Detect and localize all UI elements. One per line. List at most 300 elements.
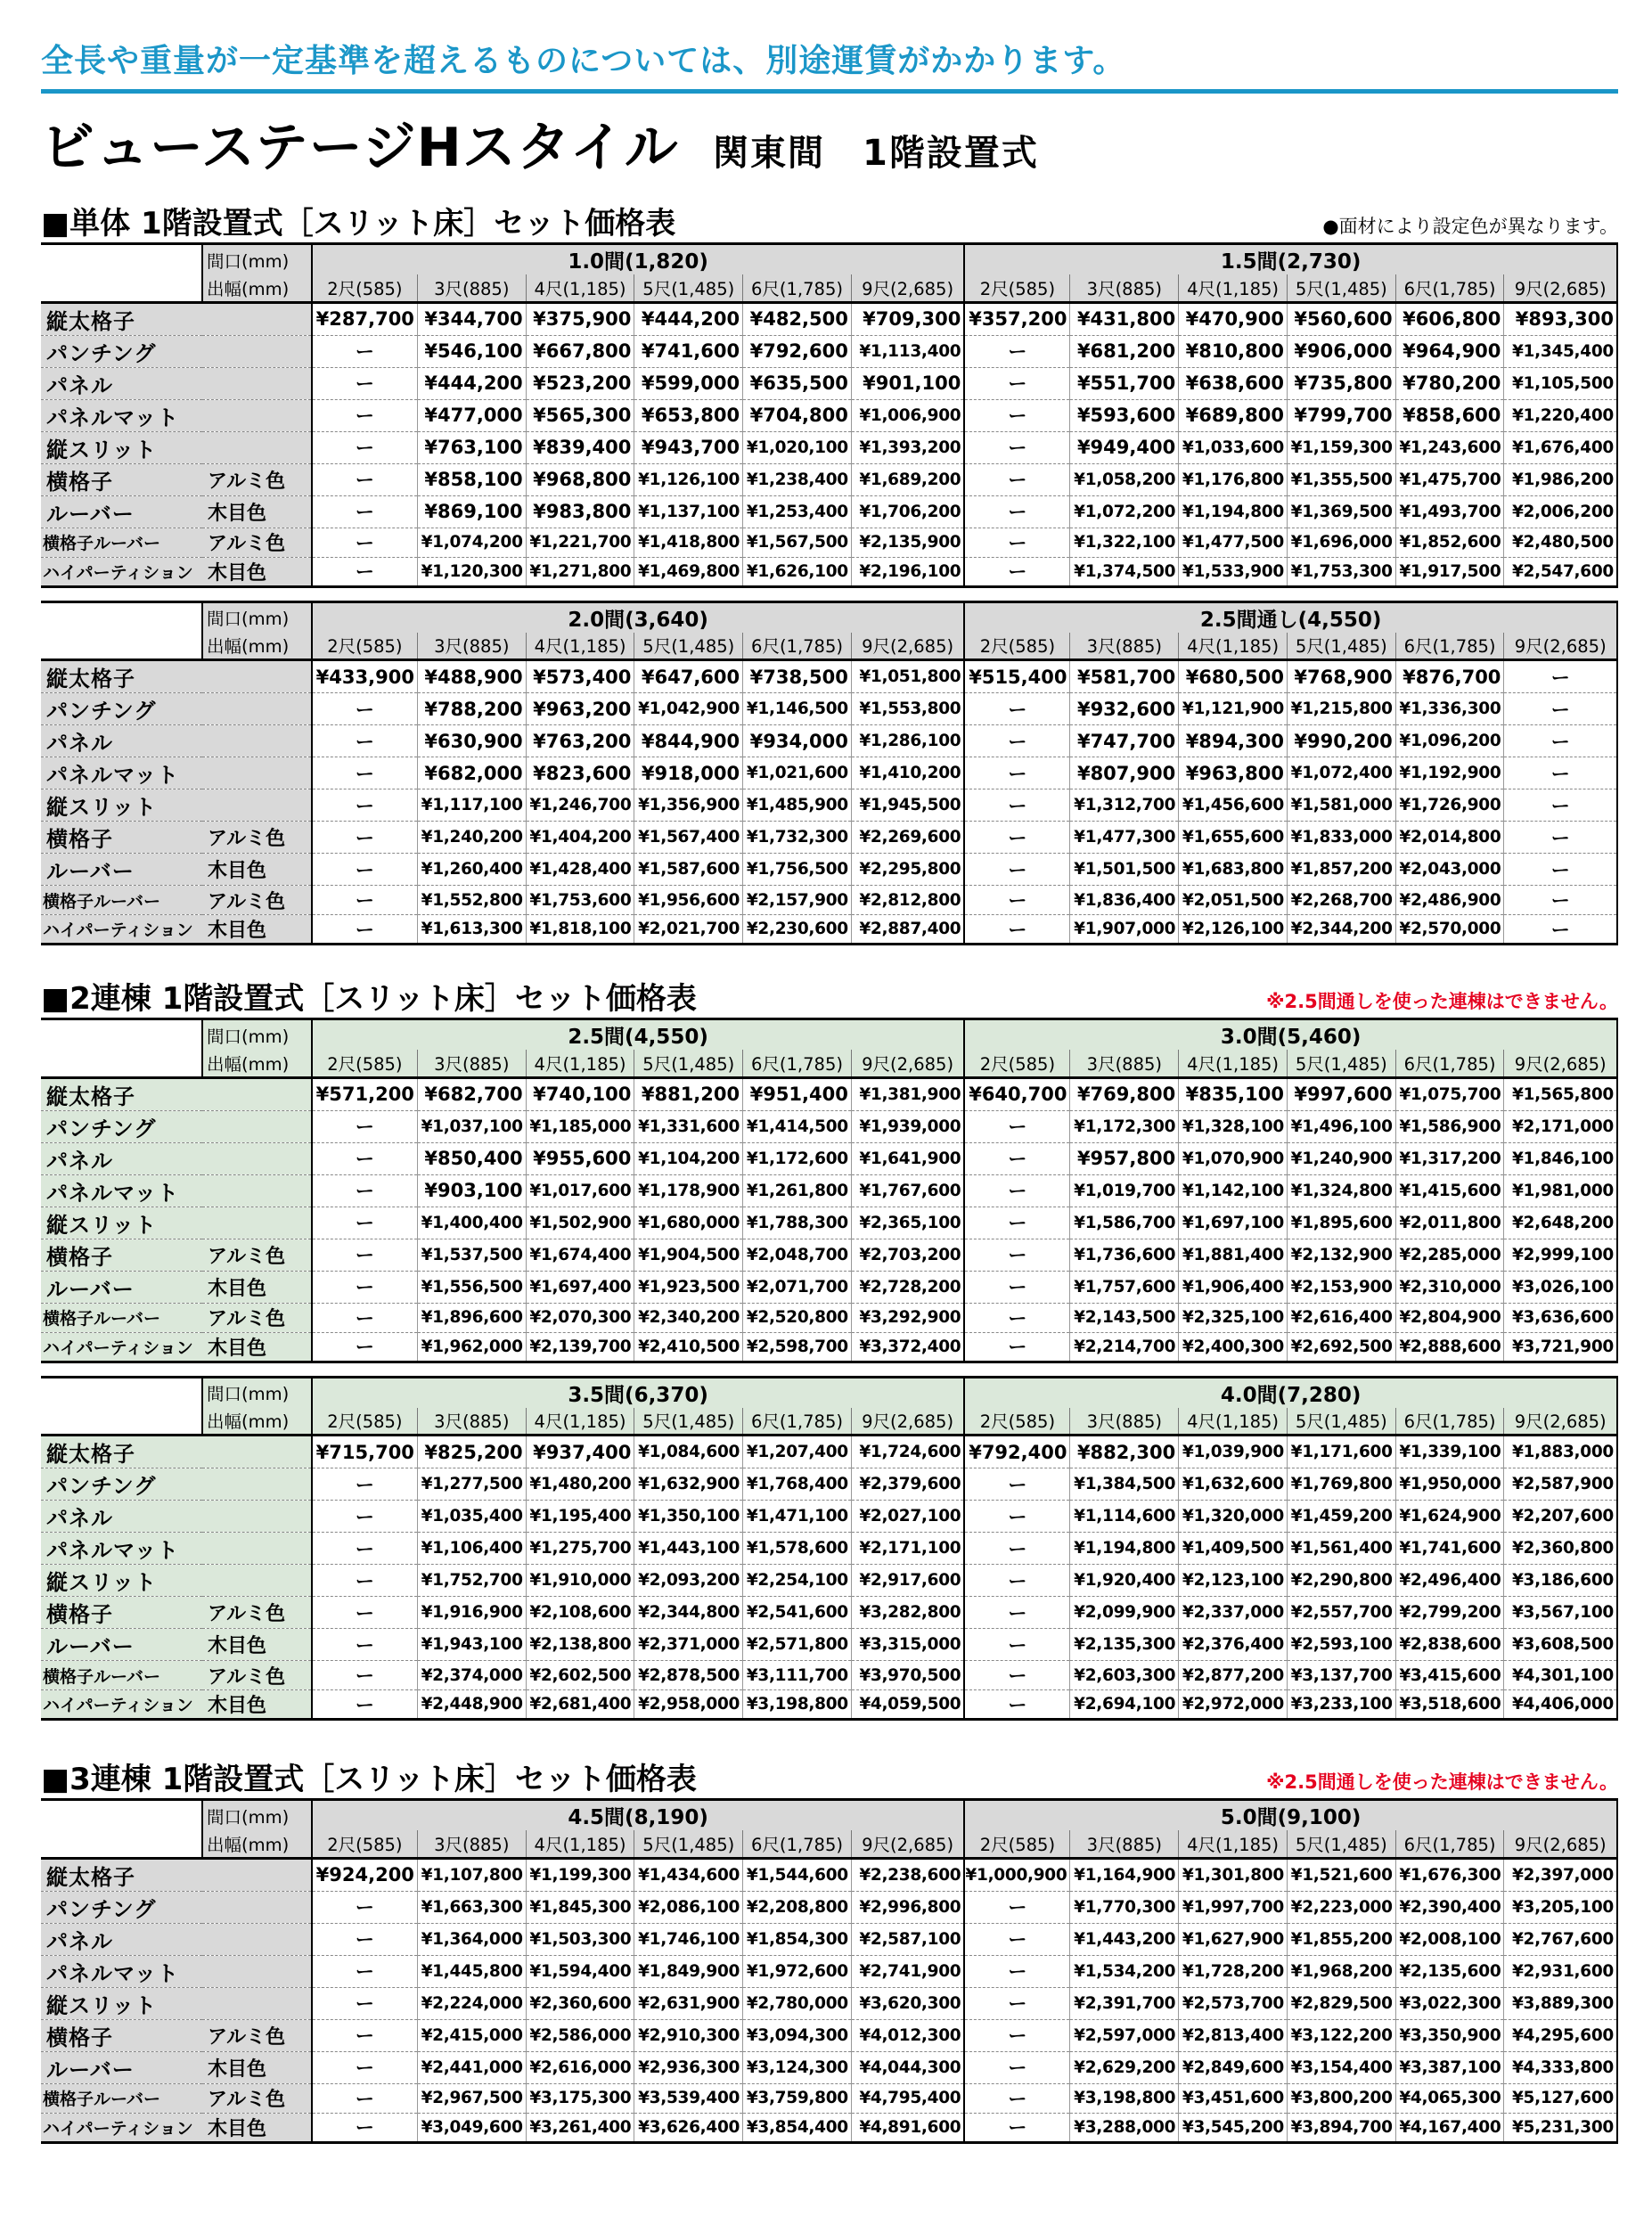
table-row (41, 1987, 1617, 2019)
price-cell: ¥2,597,000 (1070, 2019, 1179, 2051)
price-cell: ー (964, 789, 1070, 822)
depth-size-header: 9尺(2,685) (1504, 1050, 1617, 1077)
price-cell: ー (964, 1142, 1070, 1174)
price-cell: ¥606,800 (1395, 302, 1504, 335)
price-cell: ¥1,632,600 (1179, 1468, 1288, 1501)
header-row-width (41, 244, 1617, 275)
depth-size-header: 9尺(2,685) (851, 274, 964, 302)
price-cell: ー (312, 557, 418, 586)
table-row (41, 367, 1617, 399)
price-cell: ¥344,700 (417, 302, 526, 335)
price-cell: ¥2,171,100 (851, 1533, 964, 1565)
header-corner (41, 1830, 202, 1858)
price-cell: ¥1,767,600 (851, 1174, 964, 1207)
price-cell: ¥581,700 (1070, 660, 1179, 693)
header-row-depth (41, 274, 1617, 302)
price-cell: ¥1,459,200 (1287, 1501, 1395, 1533)
product-name: パネル (41, 725, 312, 757)
price-cell: ¥1,070,900 (1179, 1142, 1288, 1174)
price-cell: ¥4,301,100 (1504, 1661, 1617, 1690)
dehaba-label: 出幅(mm) (202, 1830, 312, 1858)
product-name: 縦スリット (41, 1207, 312, 1239)
price-cell: ¥1,356,900 (634, 789, 743, 822)
price-cell: ー (312, 693, 418, 725)
price-cell: ¥964,900 (1395, 335, 1504, 367)
price-cell: ¥1,594,400 (526, 1955, 634, 1987)
depth-size-header: 6尺(1,785) (743, 1408, 852, 1436)
price-cell: ¥1,756,500 (743, 854, 852, 886)
price-cell: ー (312, 2083, 418, 2113)
depth-size-header: 2尺(585) (964, 1050, 1070, 1077)
price-cell: ¥1,146,500 (743, 693, 852, 725)
depth-size-header: 3尺(885) (417, 1050, 526, 1077)
table-row (41, 822, 1617, 854)
price-cell: ¥858,100 (417, 463, 526, 495)
price-cell: ー (312, 1332, 418, 1362)
depth-size-header: 4尺(1,185) (526, 1050, 634, 1077)
price-cell: ¥850,400 (417, 1142, 526, 1174)
price-cell: ー (312, 1142, 418, 1174)
price-cell: ¥740,100 (526, 1077, 634, 1110)
price-cell: ¥1,939,000 (851, 1110, 964, 1142)
price-cell: ¥3,415,600 (1395, 1661, 1504, 1690)
price-cell: ¥1,105,500 (1504, 367, 1617, 399)
price-cell: ¥2,139,700 (526, 1332, 634, 1362)
price-table (41, 242, 1618, 588)
price-cell: ¥647,600 (634, 660, 743, 693)
price-cell: ¥2,967,500 (417, 2083, 526, 2113)
price-cell: ¥893,300 (1504, 302, 1617, 335)
finish-color: 木目色 (202, 495, 312, 528)
price-cell: ¥523,200 (526, 367, 634, 399)
price-cell: ¥1,445,800 (417, 1955, 526, 1987)
price-cell: ¥2,268,700 (1287, 886, 1395, 915)
price-cell: ¥1,534,200 (1070, 1955, 1179, 1987)
price-cell: ー (964, 528, 1070, 557)
price-cell: ¥2,547,600 (1504, 557, 1617, 586)
header-row-width (41, 1019, 1617, 1051)
price-cell: ¥1,039,900 (1179, 1436, 1288, 1468)
price-cell: ¥2,070,300 (526, 1303, 634, 1332)
price-cell: ¥1,240,200 (417, 822, 526, 854)
depth-size-header: 9尺(2,685) (851, 633, 964, 660)
table-row (41, 302, 1617, 335)
width-group-header: 5.0間(9,100) (964, 1800, 1617, 1831)
price-cell: ¥680,500 (1179, 660, 1288, 693)
price-cell: ¥4,295,600 (1504, 2019, 1617, 2051)
price-cell: ¥1,962,000 (417, 1332, 526, 1362)
price-cell: ¥943,700 (634, 431, 743, 463)
header-corner (41, 1050, 202, 1077)
price-cell: ¥1,215,800 (1287, 693, 1395, 725)
product-name: パネルマット (41, 757, 312, 789)
shipping-notice: 全長や重量が一定基準を超えるものについては、別途運賃がかかります。 (41, 43, 1126, 79)
price-cell: ¥2,171,000 (1504, 1110, 1617, 1142)
price-cell: ー (964, 915, 1070, 945)
depth-size-header: 3尺(885) (1070, 1050, 1179, 1077)
price-cell: ¥515,400 (964, 660, 1070, 693)
depth-size-header: 4尺(1,185) (526, 633, 634, 660)
price-cell: ー (312, 1565, 418, 1597)
price-cell: ¥1,142,100 (1179, 1174, 1288, 1207)
price-cell: ¥3,292,900 (851, 1303, 964, 1332)
price-cell: ¥2,153,900 (1287, 1271, 1395, 1303)
price-cell: ¥2,593,100 (1287, 1629, 1395, 1661)
price-cell: ¥3,759,800 (743, 2083, 852, 2113)
table-row (41, 757, 1617, 789)
table-row (41, 1955, 1617, 1987)
price-cell: ¥1,917,500 (1395, 557, 1504, 586)
price-cell: ー (312, 1987, 418, 2019)
price-cell: ¥1,404,200 (526, 822, 634, 854)
price-cell: ¥918,000 (634, 757, 743, 789)
product-name: パンチング (41, 1110, 312, 1142)
price-cell: ー (964, 1110, 1070, 1142)
price-cell: ー (964, 431, 1070, 463)
price-cell: ¥4,333,800 (1504, 2051, 1617, 2083)
product-name: 縦太格子 (41, 1436, 312, 1468)
finish-color: アルミ色 (202, 822, 312, 854)
header-row-width (41, 1800, 1617, 1831)
price-cell: ¥839,400 (526, 431, 634, 463)
maguchi-label: 間口(mm) (202, 1800, 312, 1831)
price-cell: ¥3,636,600 (1504, 1303, 1617, 1332)
depth-size-header: 5尺(1,485) (634, 1830, 743, 1858)
price-cell: ¥1,724,600 (851, 1436, 964, 1468)
price-cell: ¥3,175,300 (526, 2083, 634, 2113)
product-name: 縦太格子 (41, 1858, 312, 1891)
depth-size-header: 9尺(2,685) (851, 1050, 964, 1077)
price-cell: ¥1,072,400 (1287, 757, 1395, 789)
price-cell: ¥2,694,100 (1070, 1690, 1179, 1720)
price-cell: ¥3,137,700 (1287, 1661, 1395, 1690)
product-name: ハイパーティション (41, 915, 202, 945)
depth-size-header: 3尺(885) (417, 1408, 526, 1436)
price-cell: ¥983,800 (526, 495, 634, 528)
price-cell: ¥682,700 (417, 1077, 526, 1110)
price-cell: ¥1,753,600 (526, 886, 634, 915)
price-cell: ¥3,111,700 (743, 1661, 852, 1690)
header-row-depth (41, 633, 1617, 660)
price-cell: ¥2,878,500 (634, 1661, 743, 1690)
finish-color: 木目色 (202, 854, 312, 886)
finish-color: アルミ色 (202, 1597, 312, 1629)
price-cell: ¥1,981,000 (1504, 1174, 1617, 1207)
depth-size-header: 3尺(885) (1070, 274, 1179, 302)
price-cell: ¥763,100 (417, 431, 526, 463)
table-row (41, 1142, 1617, 1174)
width-group-header: 1.0間(1,820) (312, 244, 965, 275)
price-cell: ¥1,855,200 (1287, 1923, 1395, 1955)
price-cell: ー (964, 1468, 1070, 1501)
price-cell: ¥2,587,100 (851, 1923, 964, 1955)
depth-size-header: 5尺(1,485) (1287, 633, 1395, 660)
price-cell: ¥1,916,900 (417, 1597, 526, 1629)
price-cell: ー (312, 335, 418, 367)
table-row (41, 660, 1617, 693)
price-cell: ¥2,093,200 (634, 1565, 743, 1597)
price-cell: ¥1,852,600 (1395, 528, 1504, 557)
price-cell: ¥1,736,600 (1070, 1239, 1179, 1271)
price-cell: ー (964, 1303, 1070, 1332)
price-cell: ¥1,818,100 (526, 915, 634, 945)
price-cell: ¥2,887,400 (851, 915, 964, 945)
depth-size-header: 2尺(585) (964, 1830, 1070, 1858)
price-cell: ¥990,200 (1287, 725, 1395, 757)
price-cell: ¥1,253,400 (743, 495, 852, 528)
price-cell: ¥1,037,100 (417, 1110, 526, 1142)
table-row (41, 1239, 1617, 1271)
price-cell: ¥3,451,600 (1179, 2083, 1288, 2113)
dehaba-label: 出幅(mm) (202, 1050, 312, 1077)
price-cell: ¥1,907,000 (1070, 915, 1179, 945)
price-cell: ¥1,757,600 (1070, 1271, 1179, 1303)
price-cell: ¥968,800 (526, 463, 634, 495)
section-three-linked (41, 1757, 1618, 2156)
price-cell: ¥477,000 (417, 399, 526, 431)
price-cell: ¥2,048,700 (743, 1239, 852, 1271)
product-name: 縦スリット (41, 1987, 312, 2019)
price-cell: ¥3,889,300 (1504, 1987, 1617, 2019)
width-group-header: 2.5間通し(4,550) (964, 601, 1617, 633)
table-row (41, 1629, 1617, 1661)
price-cell: ¥1,883,000 (1504, 1436, 1617, 1468)
section-header (41, 977, 1618, 1018)
price-cell: ¥1,943,100 (417, 1629, 526, 1661)
section-note: ※2.5間通しを使った連棟はできません。 (1266, 1771, 1618, 1793)
table-row (41, 1597, 1617, 1629)
price-cell: ¥1,697,400 (526, 1271, 634, 1303)
price-cell: ¥1,641,900 (851, 1142, 964, 1174)
price-cell: ー (964, 367, 1070, 399)
price-cell: ¥1,857,200 (1287, 854, 1395, 886)
price-cell: ¥1,345,400 (1504, 335, 1617, 367)
price-cell: ¥704,800 (743, 399, 852, 431)
price-cell: ¥1,286,100 (851, 725, 964, 757)
depth-size-header: 5尺(1,485) (1287, 274, 1395, 302)
price-cell: ¥3,567,100 (1504, 1597, 1617, 1629)
table-row (41, 1271, 1617, 1303)
price-cell: ¥951,400 (743, 1077, 852, 1110)
dehaba-label: 出幅(mm) (202, 633, 312, 660)
price-cell: ¥1,221,700 (526, 528, 634, 557)
price-cell: ¥4,059,500 (851, 1690, 964, 1720)
price-cell: ー (312, 1303, 418, 1332)
price-cell: ¥3,970,500 (851, 1661, 964, 1690)
price-cell: ¥1,194,800 (1070, 1533, 1179, 1565)
table-row (41, 1533, 1617, 1565)
price-cell: ー (312, 1923, 418, 1955)
price-cell: ¥1,243,600 (1395, 431, 1504, 463)
price-cell: ¥1,207,400 (743, 1436, 852, 1468)
section-note: ※2.5間通しを使った連棟はできません。 (1266, 991, 1618, 1012)
depth-size-header: 5尺(1,485) (1287, 1050, 1395, 1077)
width-group-header: 2.5間(4,550) (312, 1019, 965, 1051)
price-cell: ¥2,143,500 (1070, 1303, 1179, 1332)
section-note: ●面材により設定色が異なります。 (1322, 216, 1618, 237)
price-cell: ¥1,950,000 (1395, 1468, 1504, 1501)
price-cell: ー (312, 1533, 418, 1565)
price-cell: ー (312, 2051, 418, 2083)
price-cell: ¥2,132,900 (1287, 1239, 1395, 1271)
price-cell: ー (964, 1987, 1070, 2019)
price-cell: ¥2,741,900 (851, 1955, 964, 1987)
depth-size-header: 6尺(1,785) (743, 1050, 852, 1077)
price-cell: ー (964, 1597, 1070, 1629)
maguchi-label: 間口(mm) (202, 1019, 312, 1051)
price-cell: ー (312, 1597, 418, 1629)
price-cell: ¥2,520,800 (743, 1303, 852, 1332)
depth-size-header: 2尺(585) (312, 1408, 418, 1436)
price-cell: ¥1,632,900 (634, 1468, 743, 1501)
header-row-depth (41, 1050, 1617, 1077)
price-cell: ¥1,000,900 (964, 1858, 1070, 1891)
price-cell: ー (1504, 789, 1617, 822)
table-row (41, 1891, 1617, 1923)
price-cell: ¥2,598,700 (743, 1332, 852, 1362)
finish-color: アルミ色 (202, 2019, 312, 2051)
price-cell: ー (312, 528, 418, 557)
price-cell: ¥807,900 (1070, 757, 1179, 789)
price-cell: ¥1,910,000 (526, 1565, 634, 1597)
price-cell: ¥709,300 (851, 302, 964, 335)
price-cell: ¥937,400 (526, 1436, 634, 1468)
price-cell: ¥1,364,000 (417, 1923, 526, 1955)
price-cell: ¥1,369,500 (1287, 495, 1395, 528)
price-cell: ¥2,804,900 (1395, 1303, 1504, 1332)
price-cell: ¥1,923,500 (634, 1271, 743, 1303)
price-cell: ¥876,700 (1395, 660, 1504, 693)
price-cell: ¥1,477,300 (1070, 822, 1179, 854)
price-cell: ー (312, 1629, 418, 1661)
price-cell: ¥1,260,400 (417, 854, 526, 886)
price-cell: ¥1,845,300 (526, 1891, 634, 1923)
price-cell: ¥2,400,300 (1179, 1332, 1288, 1362)
price-cell: ¥444,200 (417, 367, 526, 399)
table-row (41, 1110, 1617, 1142)
depth-size-header: 2尺(585) (312, 274, 418, 302)
price-cell: ー (312, 854, 418, 886)
price-cell: ¥2,448,900 (417, 1690, 526, 1720)
price-cell: ¥1,072,200 (1070, 495, 1179, 528)
price-cell: ¥1,586,700 (1070, 1207, 1179, 1239)
price-cell: ー (312, 789, 418, 822)
price-cell: ¥2,391,700 (1070, 1987, 1179, 2019)
price-cell: ¥2,325,100 (1179, 1303, 1288, 1332)
table-row (41, 557, 1617, 586)
price-cell: ー (312, 2113, 418, 2142)
price-cell: ー (312, 1239, 418, 1271)
price-cell: ¥2,958,000 (634, 1690, 743, 1720)
product-name: 横格子 (41, 463, 202, 495)
price-cell: ¥869,100 (417, 495, 526, 528)
price-cell: ¥2,374,000 (417, 1661, 526, 1690)
price-cell: ¥1,565,800 (1504, 1077, 1617, 1110)
price-cell: ¥1,428,400 (526, 854, 634, 886)
depth-size-header: 6尺(1,785) (1395, 633, 1504, 660)
width-group-header: 3.5間(6,370) (312, 1377, 965, 1408)
price-cell: ¥1,096,200 (1395, 725, 1504, 757)
price-cell: ¥963,800 (1179, 757, 1288, 789)
price-cell: ¥3,518,600 (1395, 1690, 1504, 1720)
price-cell: ー (964, 1891, 1070, 1923)
price-cell: ー (312, 367, 418, 399)
depth-size-header: 5尺(1,485) (634, 1408, 743, 1436)
price-cell: ¥1,537,500 (417, 1239, 526, 1271)
section-header (41, 201, 1618, 242)
product-name: パンチング (41, 335, 312, 367)
header-row-width (41, 1377, 1617, 1408)
table-row (41, 1207, 1617, 1239)
table-row (41, 1501, 1617, 1533)
price-cell: ¥1,456,600 (1179, 789, 1288, 822)
price-cell: ¥1,836,400 (1070, 886, 1179, 915)
price-cell: ¥1,956,600 (634, 886, 743, 915)
price-cell: ¥2,780,000 (743, 1987, 852, 2019)
price-cell: ¥1,400,400 (417, 1207, 526, 1239)
maguchi-label: 間口(mm) (202, 1377, 312, 1408)
price-cell: ¥565,300 (526, 399, 634, 431)
price-cell: ¥431,800 (1070, 302, 1179, 335)
price-cell: ¥1,328,100 (1179, 1110, 1288, 1142)
price-cell: ¥780,200 (1395, 367, 1504, 399)
price-cell: ¥2,849,600 (1179, 2051, 1288, 2083)
price-cell: ¥2,888,600 (1395, 1332, 1504, 1362)
price-cell: ¥2,931,600 (1504, 1955, 1617, 1987)
price-cell: ¥1,896,600 (417, 1303, 526, 1332)
table-row (41, 1077, 1617, 1110)
table-row (41, 1661, 1617, 1690)
price-cell: ¥2,541,600 (743, 1597, 852, 1629)
product-name: 横格子ルーバー (41, 1303, 202, 1332)
price-cell: ー (964, 757, 1070, 789)
depth-size-header: 3尺(885) (417, 1830, 526, 1858)
product-name: ルーバー (41, 1629, 202, 1661)
price-cell: ¥2,812,800 (851, 886, 964, 915)
price-cell: ¥715,700 (312, 1436, 418, 1468)
header-corner (41, 274, 202, 302)
price-cell: ー (964, 463, 1070, 495)
price-cell: ¥957,800 (1070, 1142, 1179, 1174)
price-cell: ¥2,138,800 (526, 1629, 634, 1661)
finish-color: 木目色 (202, 2113, 312, 2142)
table-row (41, 495, 1617, 528)
price-cell: ¥2,099,900 (1070, 1597, 1179, 1629)
price-cell: ¥1,752,700 (417, 1565, 526, 1597)
price-cell: ー (964, 1955, 1070, 1987)
price-cell: ¥835,100 (1179, 1077, 1288, 1110)
price-cell: ー (312, 1271, 418, 1303)
product-name: パネル (41, 1142, 312, 1174)
table-row (41, 2113, 1617, 2142)
price-cell: ¥2,767,600 (1504, 1923, 1617, 1955)
price-cell: ¥1,019,700 (1070, 1174, 1179, 1207)
price-cell: ¥1,176,800 (1179, 463, 1288, 495)
price-cell: ¥3,626,400 (634, 2113, 743, 2142)
price-cell: ¥433,900 (312, 660, 418, 693)
price-cell: ー (964, 1501, 1070, 1533)
price-cell: ¥1,732,300 (743, 822, 852, 854)
price-cell: ¥1,503,300 (526, 1923, 634, 1955)
depth-size-header: 4尺(1,185) (526, 1408, 634, 1436)
width-group-header: 3.0間(5,460) (964, 1019, 1617, 1051)
price-cell: ¥1,741,600 (1395, 1533, 1504, 1565)
price-cell: ー (964, 1690, 1070, 1720)
price-cell: ¥1,567,400 (634, 822, 743, 854)
product-name: パネル (41, 1501, 312, 1533)
price-cell: ¥1,301,800 (1179, 1858, 1288, 1891)
header-corner (41, 1800, 202, 1831)
